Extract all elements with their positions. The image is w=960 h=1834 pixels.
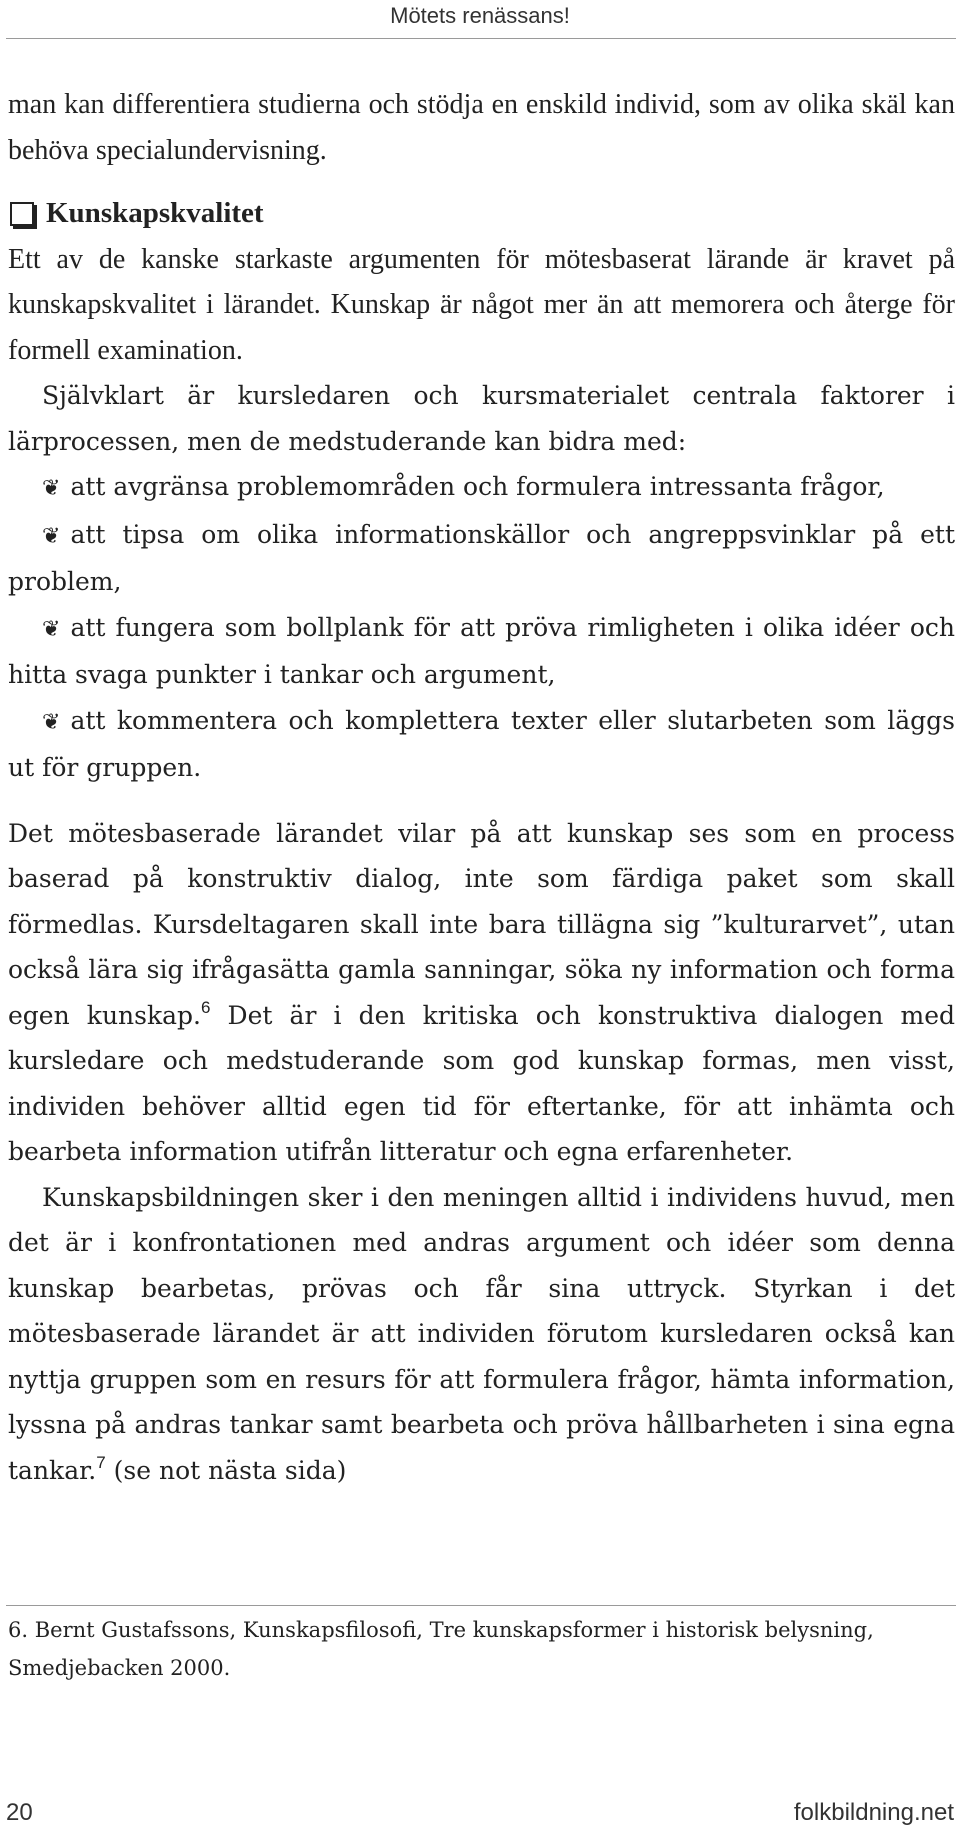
paragraph-4-text: Kunskapsbildningen sker i den meningen alltid i individens huvud, men det är i konfrontationen med andras argument och idéer som denna kunskap bearbetas, prövas och får sina uttryck. Styrkan i det mötesbaserade lärandet är att individen förutom kursledaren också kan nyttja gruppen som en resurs för att formulera frågor, hämta information, lyssna på andras tankar samt bearbeta och pröva hållbarheten i sina egna tankar. — [8, 1182, 955, 1485]
footnote-ref-7: 7 — [96, 1452, 106, 1472]
footnote-ref-6: 6 — [200, 997, 211, 1017]
running-header: Mötets renässans! — [390, 3, 570, 28]
paragraph-4-text-cont: (se not nästa sida) — [105, 1455, 347, 1485]
paragraph-4 — [8, 1175, 955, 1494]
fleuron-bullet-icon: ❦ — [42, 709, 61, 735]
paragraph-3-text: Det mötesbaserade lärandet vilar på att kunskap ses som en process baserad på konstruktiv dialog, inte som färdiga paket som skall förmedlas. Kursdeltagaren skall inte bara tillägna sig ”kulturarvet”, utan också lära sig ifrågasätta gamla sanningar, söka ny information och forma egen kunskap. — [8, 818, 955, 1030]
intro-paragraph: man kan differentiera studierna och stödja en enskild individ, som av olika skäl kan behöva specialundervisning. — [8, 89, 955, 166]
bullet-item-1 — [8, 464, 955, 512]
section-heading — [8, 191, 955, 237]
bullet-text: att tipsa om olika informationskällor och angreppsvinklar på ett problem, — [8, 519, 955, 596]
page-body — [8, 82, 955, 1493]
header-divider — [6, 38, 956, 39]
bullet-text: att kommentera och komplettera texter eller slutarbeten som läggs ut för gruppen. — [8, 705, 955, 782]
fleuron-bullet-icon: ❦ — [42, 476, 61, 501]
footnote: 6. Bernt Gustafssons, Kunskapsfilosofi, Tre kunskapsformer i historisk belysning, Smedjebacken 2000. — [8, 1618, 874, 1680]
bullet-item-4 — [8, 698, 955, 791]
footer-site: folkbildning.net — [793, 1799, 954, 1826]
paragraph-3 — [8, 811, 955, 1175]
bullet-text: att avgränsa problemområden och formulera intressanta frågor, — [70, 472, 885, 501]
bullet-item-2 — [8, 512, 955, 605]
bullet-item-3 — [8, 605, 955, 698]
checkbox-icon — [10, 202, 34, 226]
section-heading-text: Kunskapskvalitet — [46, 197, 264, 229]
page-number: 20 — [6, 1799, 33, 1826]
footnote-divider — [6, 1605, 956, 1606]
paragraph-2: Självklart är kursledaren och kursmaterialet centrala faktorer i lärprocessen, men de medstuderande kan bidra med: — [8, 381, 955, 456]
bullet-text: att fungera som bollplank för att pröva rimligheten i olika idéer och hitta svaga punkter i tankar och argument, — [8, 612, 955, 689]
paragraph-1: Ett av de kanske starkaste argumenten för mötesbaserat lärande är kravet på kunskapskvalitet i lärandet. Kunskap är något mer än att memorera och återge för formell examination. — [8, 243, 955, 366]
paragraph-3-text-cont: Det är i den kritiska och konstruktiva dialogen med kursledare och medstuderande som god kunskap formas, men visst, individen behöver alltid egen tid för eftertanke, för att inhämta och bearbeta information utifrån litteratur och egna erfarenheter. — [8, 1000, 955, 1166]
fleuron-bullet-icon: ❦ — [42, 523, 61, 549]
fleuron-bullet-icon: ❦ — [42, 616, 61, 642]
